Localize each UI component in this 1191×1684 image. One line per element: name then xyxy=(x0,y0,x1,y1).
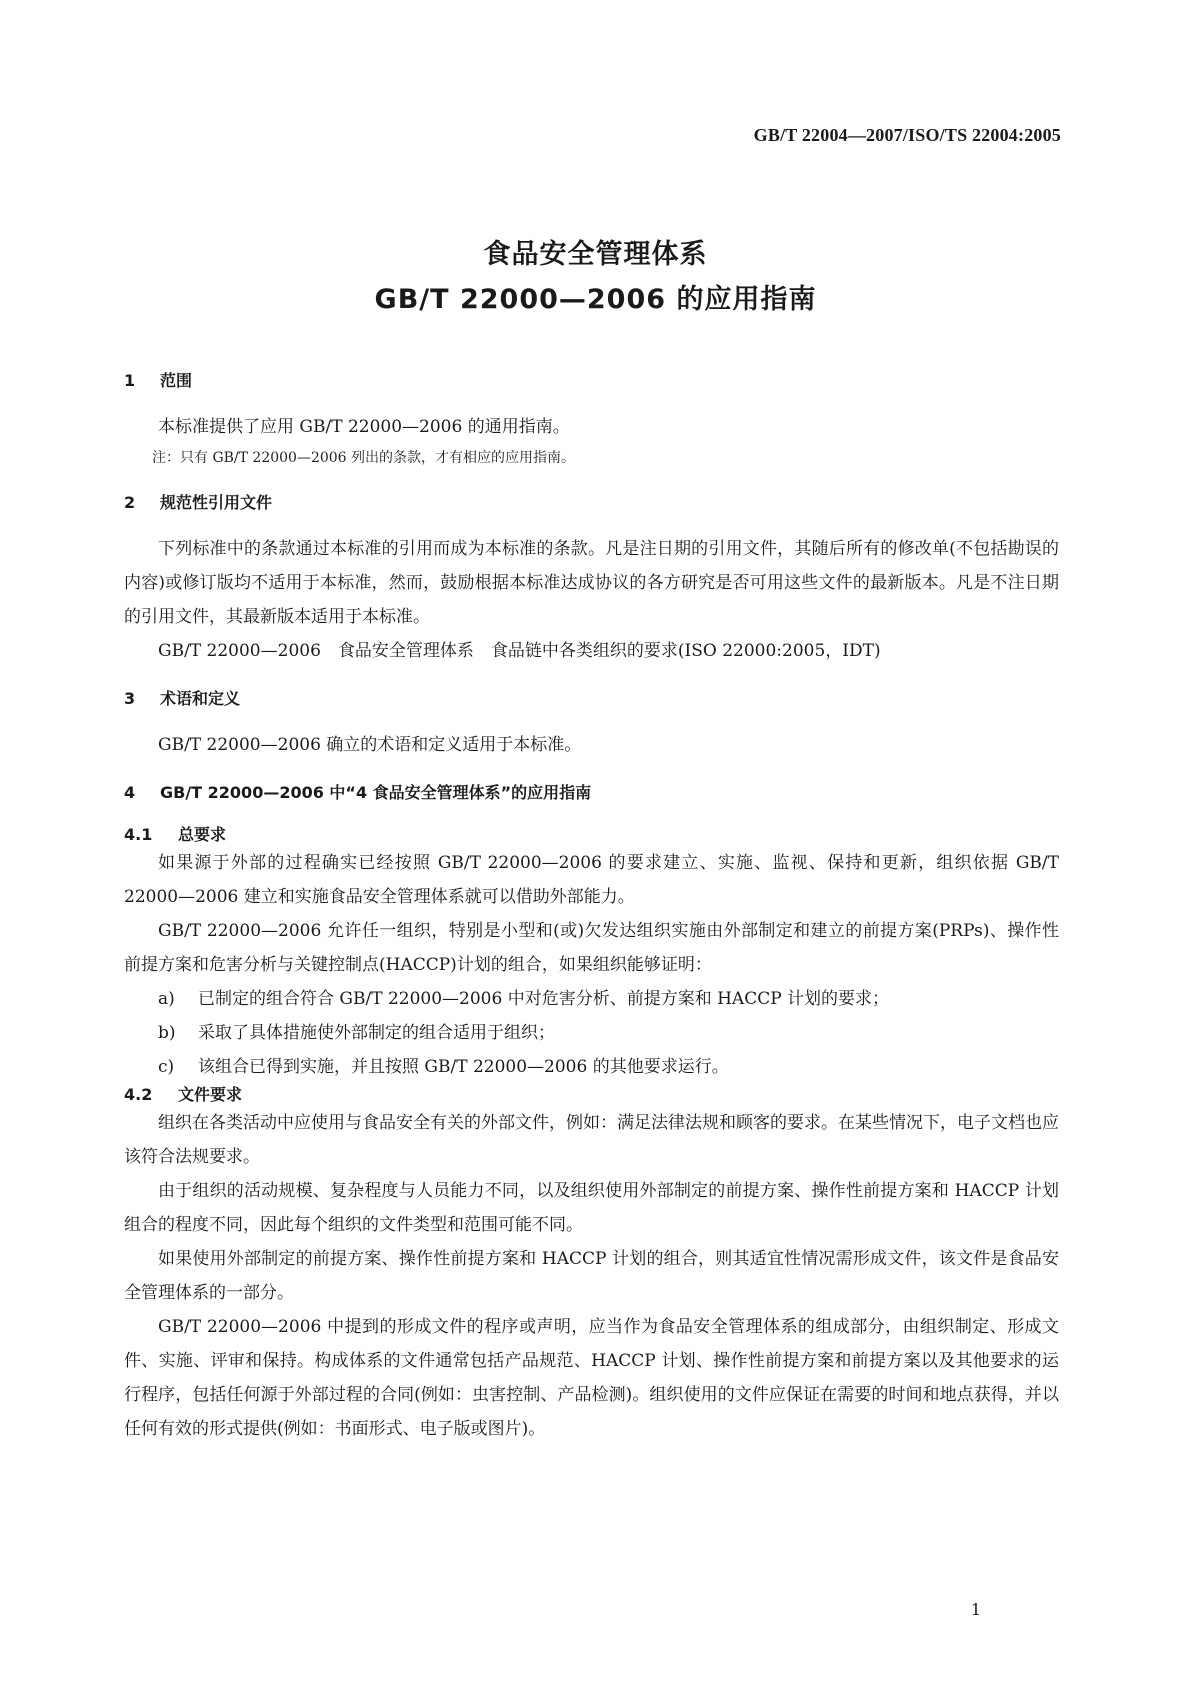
section-heading-1 xyxy=(124,370,1059,392)
reference-entry: GB/T 22000—2006 食品安全管理体系 食品链中各类组织的要求(ISO 22000:2005，IDT) xyxy=(158,641,881,661)
list-text: 已制定的组合符合 GB/T 22000—2006 中对危害分析、前提方案和 HACCP 计划的要求； xyxy=(198,989,890,1009)
section-number: 4.1 xyxy=(124,825,153,844)
paragraph: GB/T 22000—2006 允许任一组织，特别是小型和(或)欠发达组织实施由外部制定和建立的前提方案(PRPs)、操作性前提方案和危害分析与关键控制点(HACCP)计划的组合，如果组织能够证明： xyxy=(124,921,1059,975)
paragraph: 由于组织的活动规模、复杂程度与人员能力不同，以及组织使用外部制定的前提方案、操作性前提方案和 HACCP 计划组合的程度不同，因此每个组织的文件类型和范围可能不同。 xyxy=(124,1181,1059,1235)
section-number: 4.2 xyxy=(124,1085,153,1104)
standard-code: GB/T 22004—2007/ISO/TS 22004:2005 xyxy=(753,125,1061,145)
paragraph: GB/T 22000—2006 确立的术语和定义适用于本标准。 xyxy=(158,735,582,755)
section-title: 文件要求 xyxy=(178,1085,243,1104)
subsection-heading-4-1 xyxy=(124,824,1059,846)
list-text: 该组合已得到实施，并且按照 GB/T 22000—2006 的其他要求运行。 xyxy=(198,1057,729,1077)
section-heading-2 xyxy=(124,492,1059,514)
section-number: 1 xyxy=(124,371,136,390)
paragraph: GB/T 22000—2006 中提到的形成文件的程序或声明，应当作为食品安全管理体系的组成部分，由组织制定、形成文件、实施、评审和保持。构成体系的文件通常包括产品规范、HACCP 计划、操作性前提方案和前提方案以及其他要求的运行程序，包括任何源于外部过程的合同(例如：虫害控制、产品检测)。组织使用的文件应保证在需要的时间和地点获得，并以任何有效的形式提供(例如：书面形式、电子版或图片)。 xyxy=(124,1317,1059,1439)
page-number: 1 xyxy=(970,1600,981,1619)
list-marker: b) xyxy=(158,1023,176,1043)
document-title-line2: GB/T 22000—2006 的应用指南 xyxy=(374,284,817,315)
paragraph: 如果源于外部的过程确实已经按照 GB/T 22000—2006 的要求建立、实施、监视、保持和更新，组织依据 GB/T 22000—2006 建立和实施食品安全管理体系就可以借助外部能力。 xyxy=(124,853,1059,907)
section-title: 术语和定义 xyxy=(160,689,241,708)
subsection-heading-4-2 xyxy=(124,1084,1059,1106)
list-item xyxy=(124,1016,1059,1050)
section-heading-3 xyxy=(124,688,1059,710)
section-title: GB/T 22000—2006 中“4 食品安全管理体系”的应用指南 xyxy=(160,783,592,802)
paragraph: 本标准提供了应用 GB/T 22000—2006 的通用指南。 xyxy=(158,417,570,437)
list-item xyxy=(124,1050,1059,1084)
section-title: 规范性引用文件 xyxy=(160,493,273,512)
list-marker: c) xyxy=(158,1057,175,1077)
section-number: 3 xyxy=(124,689,136,708)
paragraph: 组织在各类活动中应使用与食品安全有关的外部文件，例如：满足法律法规和顾客的要求。在某些情况下，电子文档也应该符合法规要求。 xyxy=(124,1113,1059,1167)
list-marker: a) xyxy=(158,989,175,1009)
paragraph: 下列标准中的条款通过本标准的引用而成为本标准的条款。凡是注日期的引用文件，其随后所有的修改单(不包括勘误的内容)或修订版均不适用于本标准，然而，鼓励根据本标准达成协议的各方研究是否可用这些文件的最新版本。凡是不注日期的引用文件，其最新版本适用于本标准。 xyxy=(124,539,1059,627)
section-number: 2 xyxy=(124,493,136,512)
section-heading-4 xyxy=(124,782,1059,804)
note: 注：只有 GB/T 22000—2006 列出的条款，才有相应的应用指南。 xyxy=(152,450,576,466)
section-number: 4 xyxy=(124,783,136,802)
section-title: 范围 xyxy=(160,371,193,390)
document-title-line1: 食品安全管理体系 xyxy=(483,239,708,270)
section-title: 总要求 xyxy=(178,825,227,844)
list-text: 采取了具体措施使外部制定的组合适用于组织； xyxy=(198,1023,555,1043)
list-item xyxy=(124,982,1059,1016)
paragraph: 如果使用外部制定的前提方案、操作性前提方案和 HACCP 计划的组合，则其适宜性情况需形成文件，该文件是食品安全管理体系的一部分。 xyxy=(124,1249,1059,1303)
document-body xyxy=(124,370,1059,1446)
